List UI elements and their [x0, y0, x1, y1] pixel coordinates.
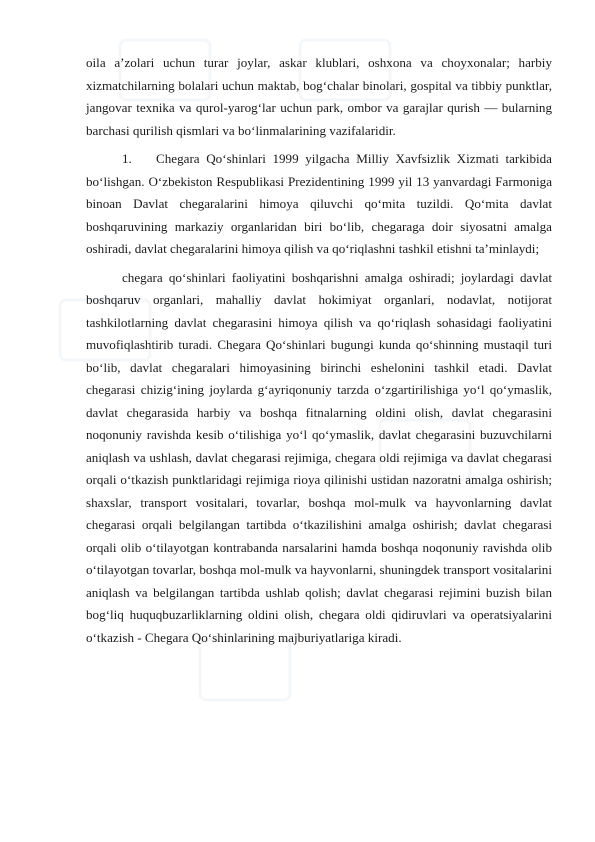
list-number: 1. [122, 151, 132, 166]
paragraph-construction-tasks: oila aʼzolari uchun turar joylar, askar klublari, oshxona va choyxonalar; harbiy xizmatchilarning bolalari uchun maktab, bogʻchalar binolari, gospital va tibbiy punktlar, jangovar texnika va qurol-yarogʻlar uchun park, ombor va garajlar qurish — bularning barchasi qurilish qismlari va boʻlinmalarining vazifalaridir. [86, 55, 552, 138]
document-body [86, 52, 552, 655]
paragraph-text: Chegara Qoʻshinlari 1999 yilgacha Milliy Xavfsizlik Xizmati tarkibida boʻlishgan. Oʻzbekiston Respublikasi Prezidentining 1999 yil 13 yanvardagi Farmoniga binoan Davlat chegaralarini himoya qiluvchi qoʻmita tuzildi. Qoʻmita davlat boshqaruvining markaziy organlaridan biri boʻlib, chegaraga doir siyosatni amalga oshiradi, davlat chegaralarini himoya qilish va qoʻriqlashni tashkil etishni taʼminlaydi; [86, 151, 552, 256]
paragraph-border-troops-history [86, 148, 552, 261]
paragraph-border-troops-duties: chegara qoʻshinlari faoliyatini boshqarishni amalga oshiradi; joylardagi davlat boshqaruv organlari, mahalliy davlat hokimiyat organlari, nodavlat, notijorat tashkilotlarning davlat chegarasini himoya qilish va qoʻriqlash sohasidagi faoliyatini muvofiqlashtirib turadi. Chegara Qoʻshinlari bugungi kunda qoʻshinning mustaqil turi boʻlib, davlat chegaralari himoyasining birinchi eshelonini tashkil etadi. Davlat chegarasi chizigʻining joylarda gʻayriqonuniy tarzda oʻzgartirilishiga yoʻl qoʻymaslik, davlat chegarasida harbiy va boshqa fitnalarning oldini olish, davlat chegarasini noqonuniy ravishda kesib oʻtilishiga yoʻl qoʻymaslik, davlat chegarasini buzuvchilarni aniqlash va ushlash, davlat chegarasi rejimiga, chegara oldi rejimiga va davlat chegarasi orqali oʻtkazish punktlaridagi rejimiga rioya qilinishi ustidan nazoratni amalga oshirish; shaxslar, transport vositalari, tovarlar, boshqa mol-mulk va hayvonlarning davlat chegarasi orqali belgilangan tartibda oʻtkazilishini amalga oshirish; davlat chegarasi orqali olib oʻtilayotgan kontrabanda narsalarini hamda boshqa noqonuniy ravishda olib oʻtilayotgan tovarlar, boshqa mol-mulk va hayvonlarni, shuningdek transport vositalarini aniqlash va belgilangan tartibda ushlab qolish; davlat chegarasi rejimini buzish bilan bogʻliq huquqbuzarliklarning oldini olish, chegara oldi qidiruvlari va operatsiyalarini oʻtkazish - Chegara Qoʻshinlarining majburiyatlariga kiradi. [86, 269, 552, 645]
